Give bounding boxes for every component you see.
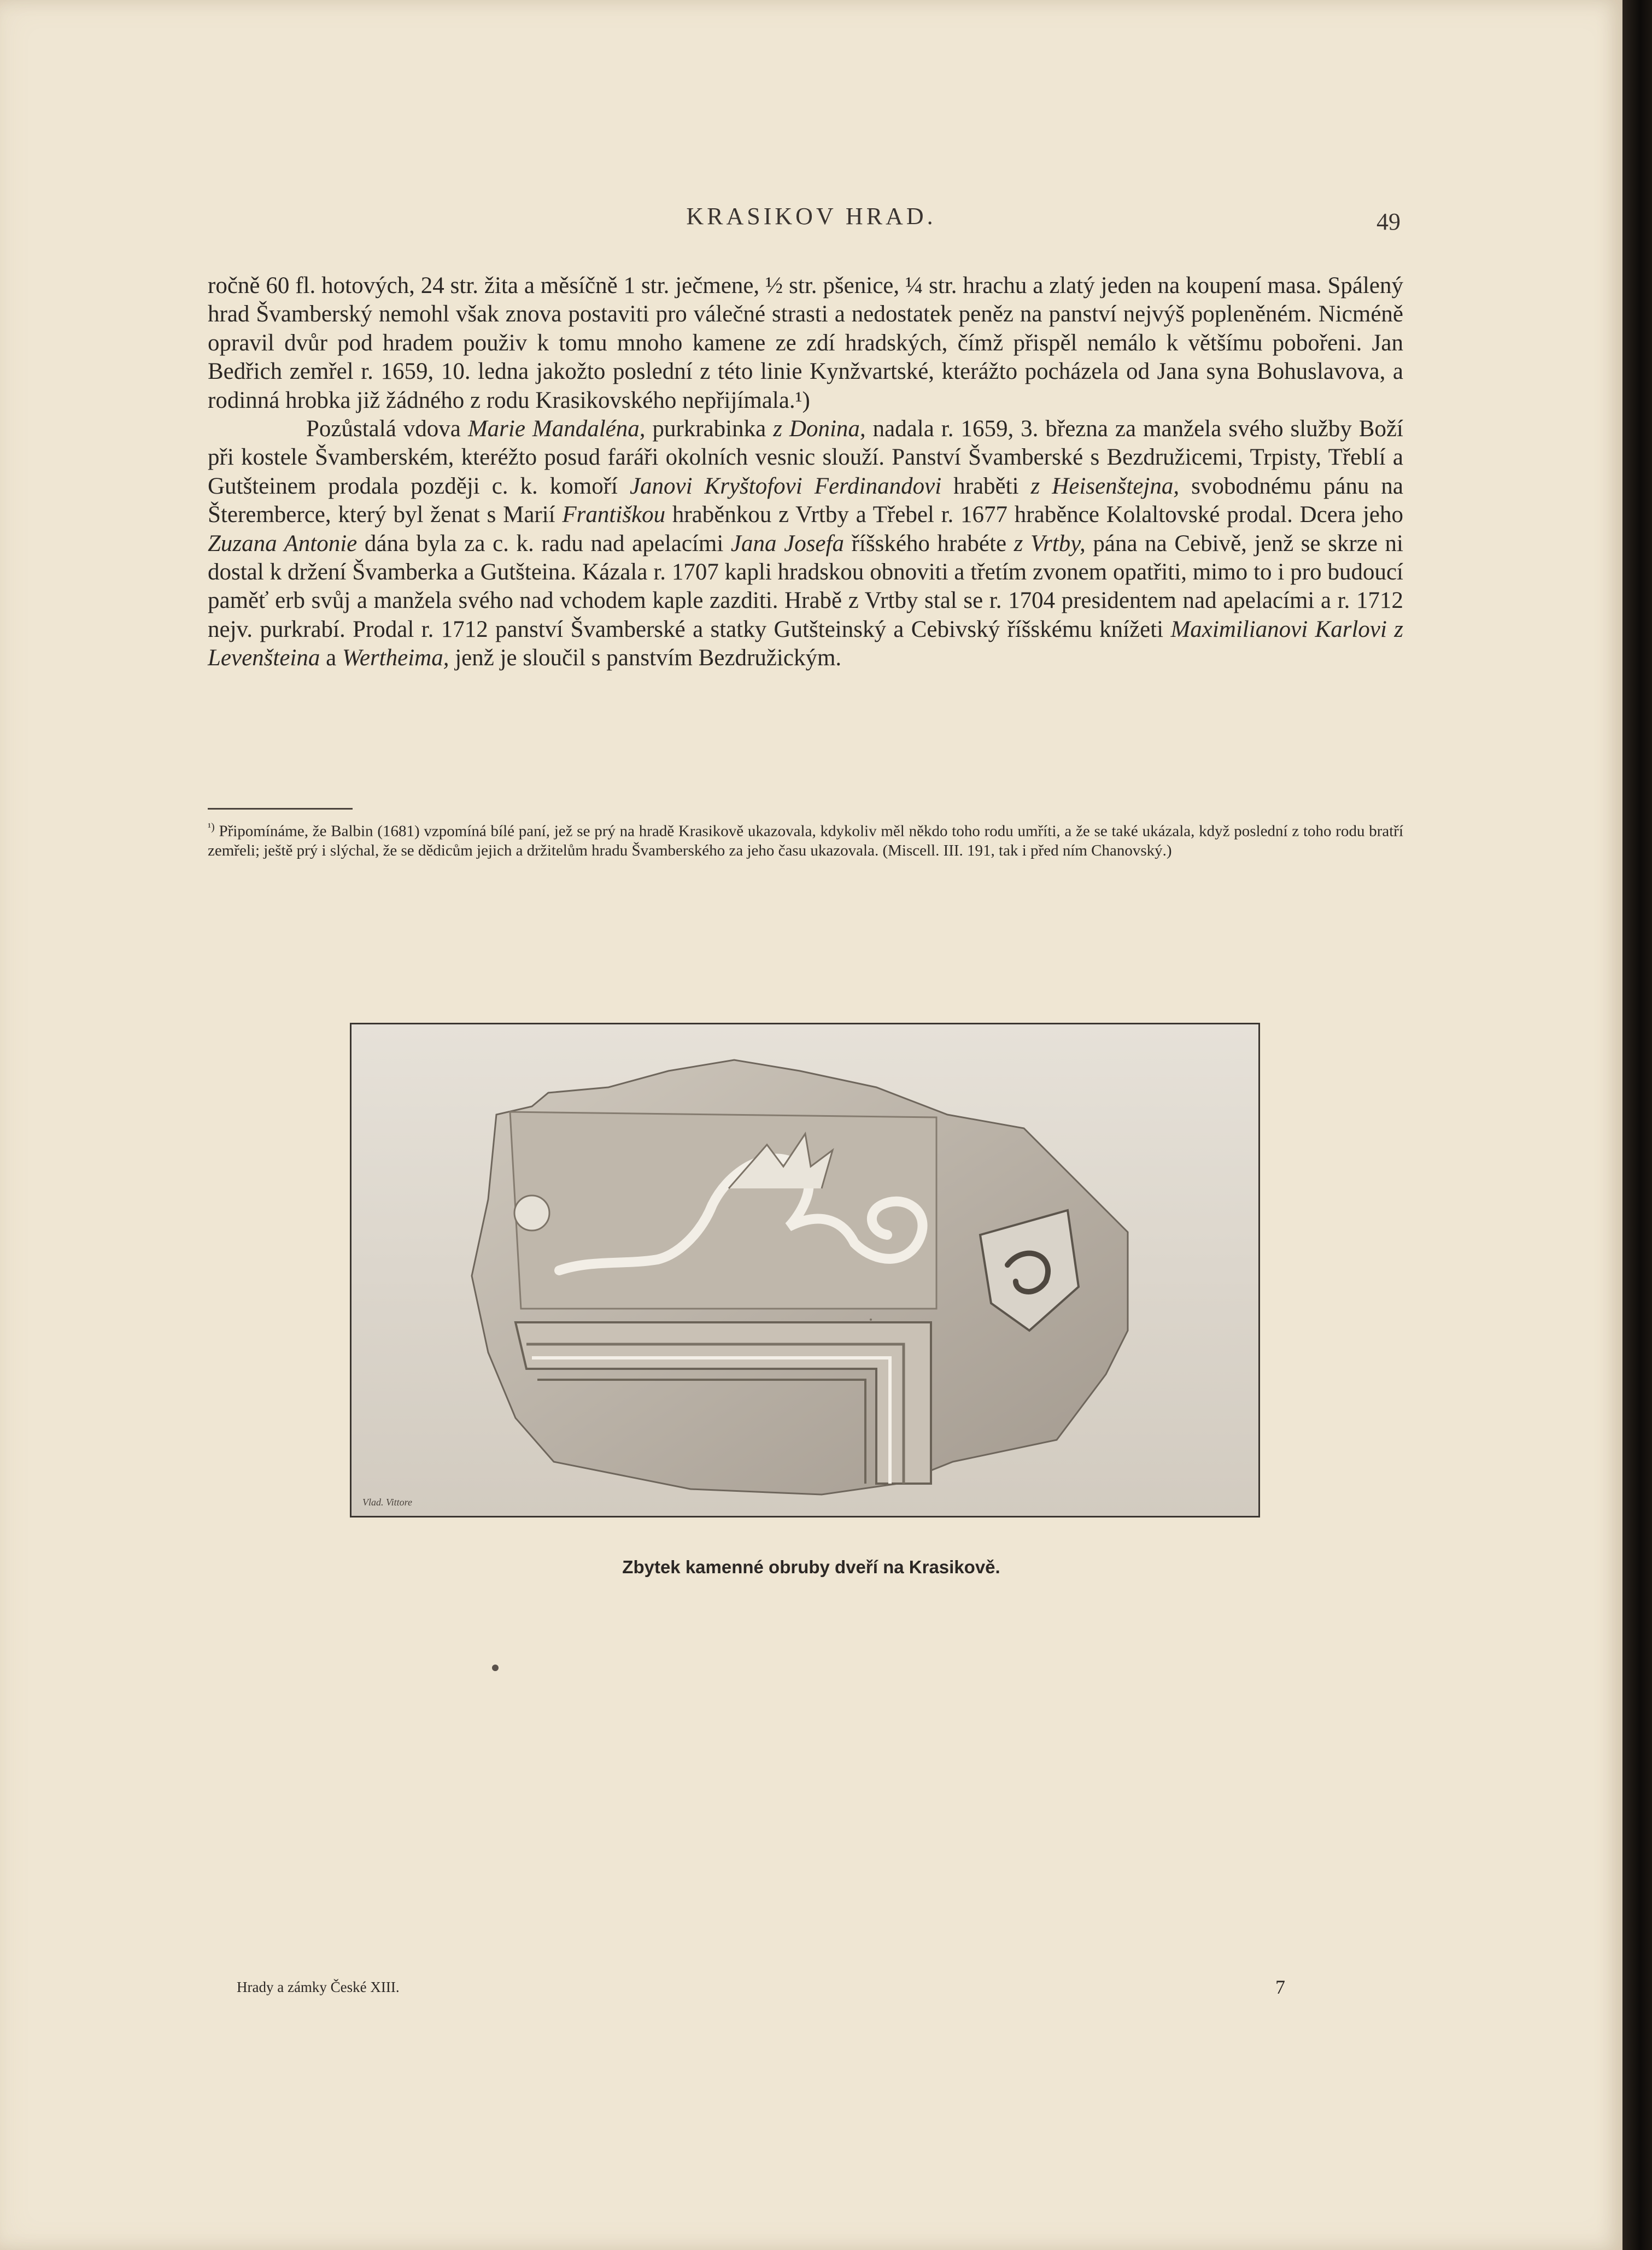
italic-name: Maximilianovi Karlovi z Levenšteina <box>208 616 1404 671</box>
text-run: svobodnému pánu na Šteremberce, který byl ženat s Marií <box>208 473 1404 528</box>
running-header: KRASIKOV HRAD. <box>686 203 936 230</box>
italic-name: Františkou <box>562 502 666 528</box>
italic-name: Janovi Kryštofovi Ferdinandovi <box>629 473 942 499</box>
italic-name: z Heisenštejna, <box>1030 473 1180 499</box>
footnote-divider <box>208 808 353 810</box>
paragraph-2 <box>208 415 1403 673</box>
footnote <box>208 818 1403 860</box>
text-run: dána byla za c. k. radu nad apelacími <box>357 530 731 556</box>
text-run: jenž je sloučil s panstvím Bezdružickým. <box>449 645 842 671</box>
italic-name: Jana Josefa <box>730 530 844 556</box>
relief-drawing <box>352 1024 1258 1516</box>
dragon-head <box>514 1196 549 1231</box>
text-run: nadala r. 1659, 3. března za manžela svého služby Boží při kostele Švamberském, kteréžto posud faráři okolních vesnic slouží. Panství Švamberské s Bezdružicemi, Trpisty, Třeblí a Gutšteinem prodala později c. k. komoří <box>208 416 1403 499</box>
text-run: hraběnkou z Vrtby a Třebel r. 1677 hraběnce Kolaltovské prodal. Dcera jeho <box>665 502 1403 528</box>
ink-spot <box>492 1665 499 1671</box>
text-run: říšského hrabéte <box>843 530 1014 556</box>
text-run: Pozůstalá vdova <box>306 416 468 442</box>
stone-relief-illustration <box>350 1023 1260 1517</box>
page-number: 49 <box>1376 208 1401 235</box>
paragraph-1: ročně 60 fl. hotových, 24 str. žita a měsíčně 1 str. ječmene, ½ str. pšenice, ¼ str. hrachu a zlatý jeden na koupení masa. Spálený hrad Švamberský nemohl však znova postaviti pro válečné strasti a nedostatek peněz na panství nejvýš popleněném. Nicméně opravil dvůr pod hradem použiv k tomu mnoho kamene ze zdí hradských, čímž přispěl nemálo k většímu pobořeni. Jan Bedřich zemřel r. 1659, 10. ledna jakožto poslední z této linie Kynžvartské, kterážto pocházela od Jana syna Bohuslavova, a rodinná hrobka již žádného z rodu Krasikovského nepřijímala.¹) <box>208 273 1403 413</box>
artist-signature: Vlad. Vittore <box>362 1497 412 1508</box>
book-spine <box>1622 0 1652 2250</box>
text-run: purkrabinka <box>645 416 774 442</box>
italic-name: Marie Mandaléna, <box>467 416 646 442</box>
signature-mark: 7 <box>1275 1976 1285 1998</box>
text-run: hraběti <box>941 473 1031 499</box>
relief-detail <box>870 1319 872 1321</box>
figure-caption: Zbytek kamenné obruby dveří na Krasikově. <box>622 1557 1000 1577</box>
italic-name: Wertheima, <box>342 645 449 671</box>
footnote-marker: ¹) <box>208 821 215 833</box>
body-text <box>208 272 1403 673</box>
text-run: pána na Cebivě, jenž se skrze ni dostal k držení Švamberka a Gutšteina. Kázala r. 1707 kapli hradskou obnoviti a třetím zvonem opatřiti, mimo to i pro budoucí paměť erb svůj a manžela svého nad vchodem kaple zazditi. Hrabě z Vrtby stal se r. 1704 presidentem nad apelacími a r. 1712 nejv. purkrabí. Prodal r. 1712 panství Švamberské a statky Gutšteinský a Cebivský říšskému knížeti <box>208 530 1403 642</box>
italic-name: z Donina, <box>773 416 866 442</box>
italic-name: z Vrtby, <box>1014 530 1086 556</box>
text-run: a <box>320 645 342 671</box>
italic-name: Zuzana Antonie <box>208 530 358 556</box>
footer-series-title: Hrady a zámky České XIII. <box>237 1979 400 1995</box>
footnote-text: Připomínáme, že Balbin (1681) vzpomíná bílé paní, jež se prý na hradě Krasikově ukazovala, kdykoliv měl někdo toho rodu umříti, a že se také ukázala, když poslední z toho rodu bratří zemřeli; ještě prý i slýchal, že se dědicům jejich a držitelům hradu Švamberského za jeho času ukazovala. (Miscell. III. 191, tak i před ním Chanovský.) <box>208 822 1404 859</box>
